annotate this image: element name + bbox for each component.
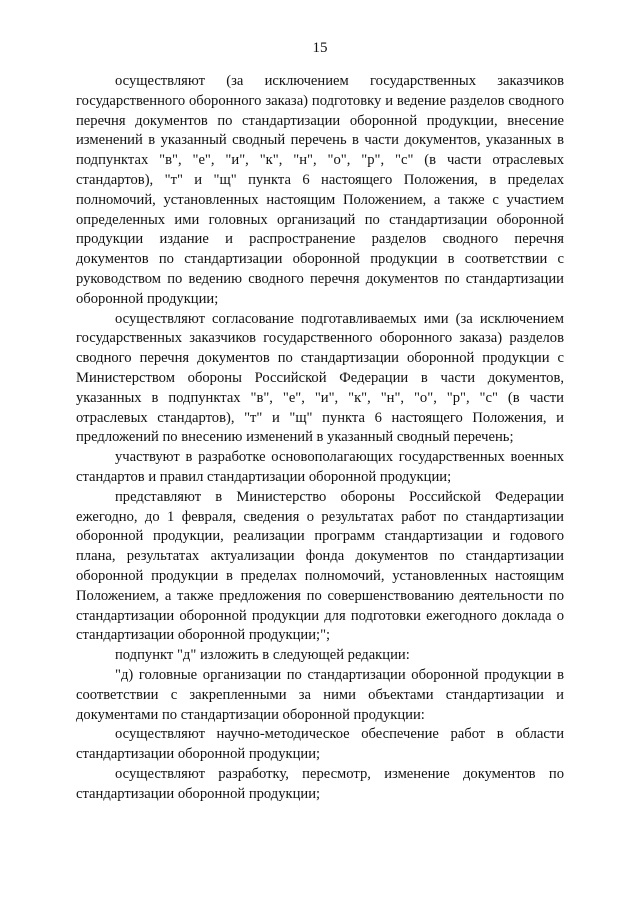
paragraph: "д) головные организации по стандартизации оборонной продукции в соответствии с закрепленными за ними объектами стандартизации и документами по стандартизации оборонной продукции: [76, 666, 564, 723]
document-body [76, 72, 564, 804]
paragraph: осуществляют разработку, пересмотр, изменение документов по стандартизации оборонной продукции; [76, 765, 564, 802]
paragraph: осуществляют (за исключением государственных заказчиков государственного оборонного заказа) подготовку и ведение разделов сводного перечня документов по стандартизации оборонной продукции, внесение изменений в указанный сводный перечень в части документов, указанных в подпунктах "в", "е", "и", "к", "н", "о", "р", "с" (в части отраслевых стандартов), "т" и "щ" пункта 6 настоящего Положения, в пределах полномочий, установленных настоящим Положением, а также с участием определенных ими головных организаций по стандартизации оборонной продукции издание и распространение разделов сводного перечня документов по стандартизации оборонной продукции в соответствии с руководством по ведению сводного перечня документов по стандартизации оборонной продукции; [76, 73, 564, 307]
paragraph: подпункт "д" изложить в следующей редакции: [115, 647, 410, 664]
page-number: 15 [312, 40, 328, 56]
paragraph: участвуют в разработке основополагающих государственных военных стандартов и правил стандартизации оборонной продукции; [76, 449, 564, 485]
paragraph: осуществляют научно-методическое обеспечение работ в области стандартизации оборонной продукции; [76, 726, 564, 763]
paragraph: представляют в Министерство обороны Российской Федерации ежегодно, до 1 февраля, сведения о результатах работ по стандартизации оборонной продукции, реализации программ стандартизации и годового плана, результатах актуализации фонда документов по стандартизации оборонной продукции в пределах полномочий, установленных настоящим Положением, а также предложения по совершенствованию деятельности по стандартизации оборонной продукции для подготовки ежегодного доклада о стандартизации оборонной продукции;"; [76, 488, 564, 644]
paragraph: осуществляют согласование подготавливаемых ими (за исключением государственных заказчиков государственного оборонного заказа) разделов сводного перечня документов по стандартизации оборонной продукции с Министерством обороны Российской Федерации в части документов, указанных в подпунктах "в", "е", "и", "к", "н", "о", "р", "с" (в части отраслевых стандартов), "т" и "щ" пункта 6 настоящего Положения, и предложений по внесению изменений в указанный сводный перечень; [76, 310, 564, 446]
